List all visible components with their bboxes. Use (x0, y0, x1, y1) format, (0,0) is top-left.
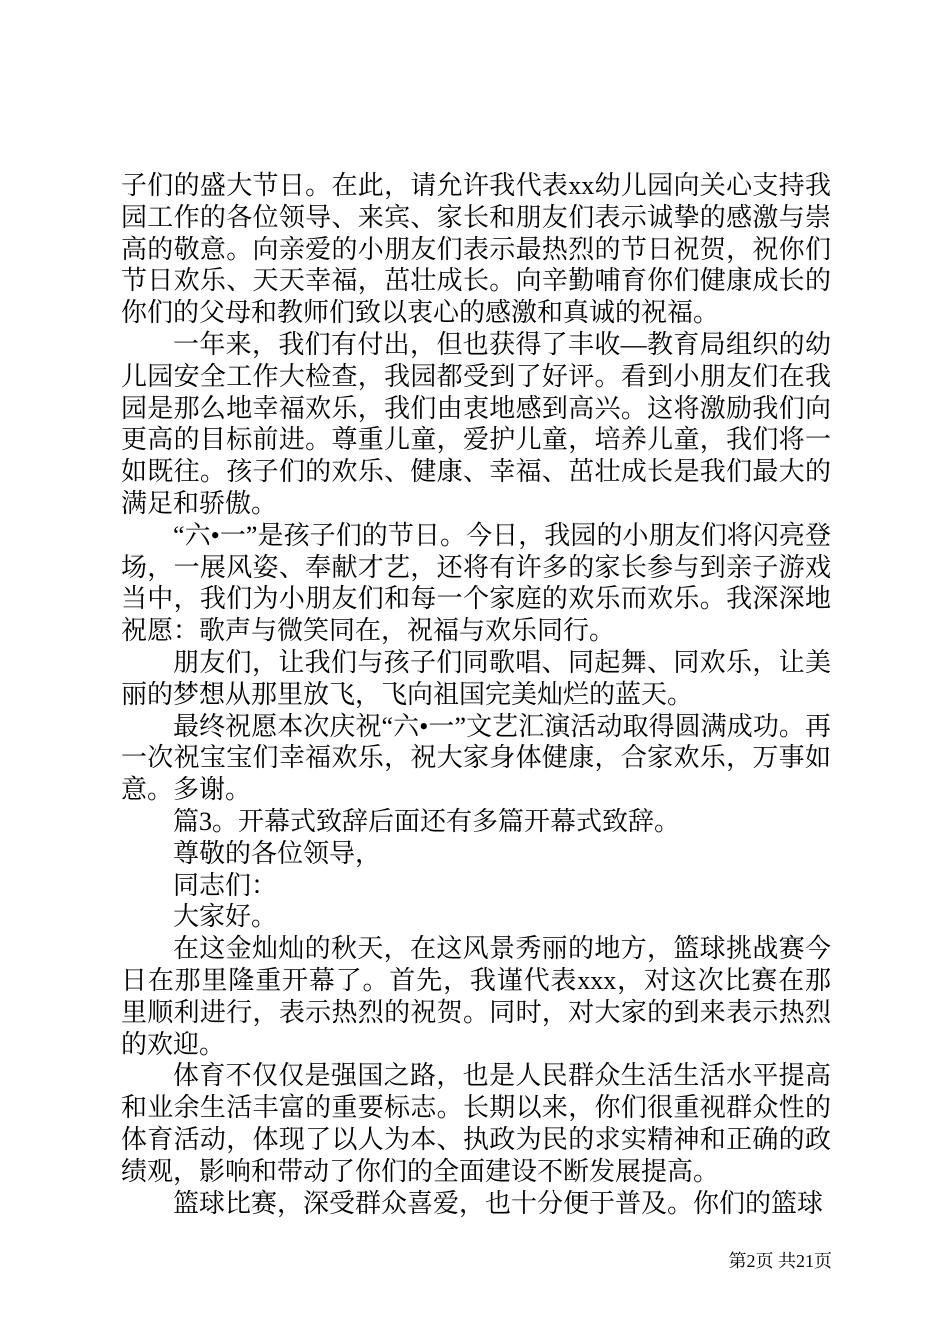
paragraph: 在这金灿灿的秋天，在这风景秀丽的地方，篮球挑战赛今日在那里隆重开幕了。首先，我谨代表xxx，对这次比赛在那里顺利进行，表示热烈的祝贺。同时，对大家的到来表示热烈的欢迎。 (121, 934, 831, 1059)
page-footer (729, 1250, 833, 1272)
paragraph: 一年来，我们有付出，但也获得了丰收—教育局组织的幼儿园安全工作大检查，我园都受到了好评。看到小朋友们在我园是那么地幸福欢乐，我们由衷地感到高兴。这将激励我们向更高的目标前进。尊重儿童，爱护儿童，培养儿童，我们将一如既往。孩子们的欢乐、健康、幸福、茁壮成长是我们最大的满足和骄傲。 (121, 329, 831, 518)
paragraph: 大家好。 (173, 902, 278, 932)
paragraph: 同志们： (173, 870, 278, 900)
paragraph: 篇3。开幕式致辞后面还有多篇开幕式致辞。 (173, 806, 681, 836)
paragraph: 朋友们，让我们与孩子们同歌唱、同起舞、同欢乐，让美丽的梦想从那里放飞，飞向祖国完美灿烂的蓝天。 (121, 647, 831, 709)
paragraph: 最终祝愿本次庆祝“六•一”文艺汇演活动取得圆满成功。再一次祝宝宝们幸福欢乐，祝大家身体健康，合家欢乐，万事如意。多谢。 (121, 711, 831, 805)
paragraph: “六•一”是孩子们的节日。今日，我园的小朋友们将闪亮登场，一展风姿、奉献才艺，还将有许多的家长参与到亲子游戏当中，我们为小朋友们和每一个家庭的欢乐而欢乐。我深深地祝愿：歌声与微笑同在，祝福与欢乐同行。 (121, 520, 831, 646)
paragraph: 尊敬的各位领导， (173, 838, 382, 868)
page-number-label: 第2页 共21页 (728, 1251, 832, 1271)
document-body (121, 170, 831, 1219)
paragraph-continued: 子们的盛大节日。在此，请允许我代表xx幼儿园向关心支持我园工作的各位领导、来宾、家长和朋友们表示诚挚的感激与崇高的敬意。向亲爱的小朋友们表示最热烈的节日祝贺，祝你们节日欢乐、天天幸福，茁壮成长。向辛勤哺育你们健康成长的你们的父母和教师们致以衷心的感激和真诚的祝福。 (121, 171, 831, 328)
paragraph: 体育不仅仅是强国之路，也是人民群众生活生活水平提高和业余生活丰富的重要标志。长期以来，你们很重视群众性的体育活动，体现了以人为本、执政为民的求实精神和正确的政绩观，影响和带动了你们的全面建设不断发展提高。 (121, 1061, 831, 1186)
paragraph: 篮球比赛，深受群众喜爱，也十分便于普及。你们的篮球 (173, 1188, 824, 1218)
